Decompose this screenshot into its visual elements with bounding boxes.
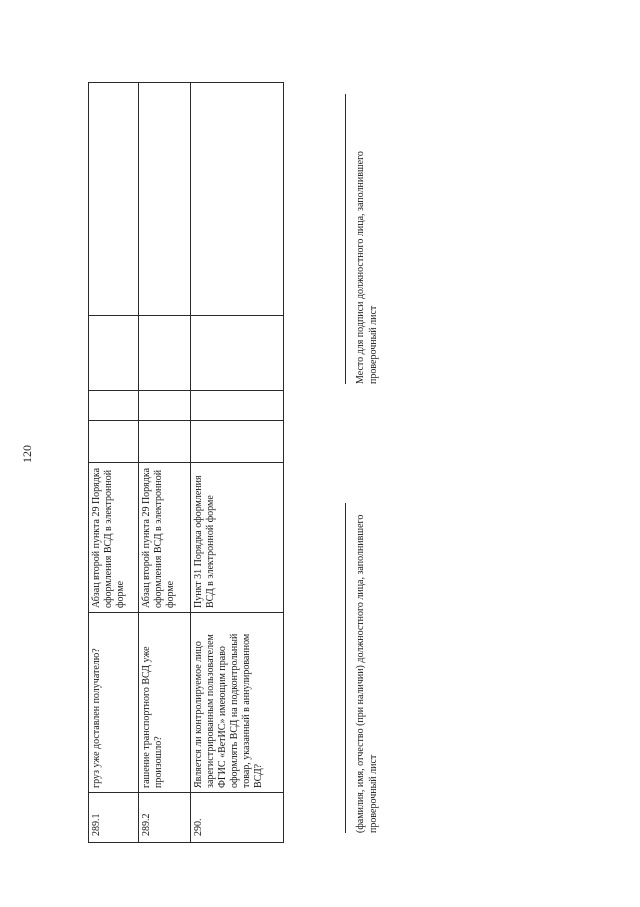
notes-cell (139, 83, 191, 316)
row-number: 289.2 (139, 793, 191, 843)
signature-name-block (345, 483, 380, 833)
row-number: 290. (191, 793, 284, 843)
requisites-cell: Абзац второй пункта 29 Порядка оформления ВСД в электронной форме (139, 463, 191, 613)
signature-name-label: (фамилия, имя, отчество (при наличии) должностного лица, заполнившего проверочный лист (355, 514, 379, 833)
requisites-cell: Пункт 31 Порядка оформления ВСД в электронной форме (191, 463, 284, 613)
answer-yes-cell (89, 421, 139, 463)
answer-no-cell (89, 391, 139, 421)
question-cell: Является ли контролируемое лицо зарегистрированным пользователем ФГИС «ВетИС» имеющим право оформлять ВСД на подконтрольный товар, указанный в аннулированном ВСД? (191, 613, 284, 793)
answer-yes-cell (139, 421, 191, 463)
row-number: 289.1 (89, 793, 139, 843)
answer-no-cell (139, 391, 191, 421)
signature-sign-label: Место для подписи должностного лица, заполнившего проверочный лист (355, 151, 379, 384)
question-cell: гашение транспортного ВСД уже произошло? (139, 613, 191, 793)
checklist-table (88, 82, 284, 843)
notes-cell (89, 83, 139, 316)
table-row (191, 83, 284, 843)
table-row (89, 83, 139, 843)
answer-yes-cell (191, 421, 284, 463)
answer-na-cell (139, 316, 191, 391)
signature-sign-block (345, 94, 380, 384)
requisites-cell: Абзац второй пункта 29 Порядка оформления ВСД в электронной форме (89, 463, 139, 613)
answer-na-cell (89, 316, 139, 391)
answer-na-cell (191, 316, 284, 391)
answer-no-cell (191, 391, 284, 421)
table-row (139, 83, 191, 843)
notes-cell (191, 83, 284, 316)
signature-sign-line (345, 94, 346, 384)
page-number: 120 (20, 445, 34, 463)
question-cell: груз уже доставлен получателю? (89, 613, 139, 793)
signature-name-line (345, 503, 346, 833)
